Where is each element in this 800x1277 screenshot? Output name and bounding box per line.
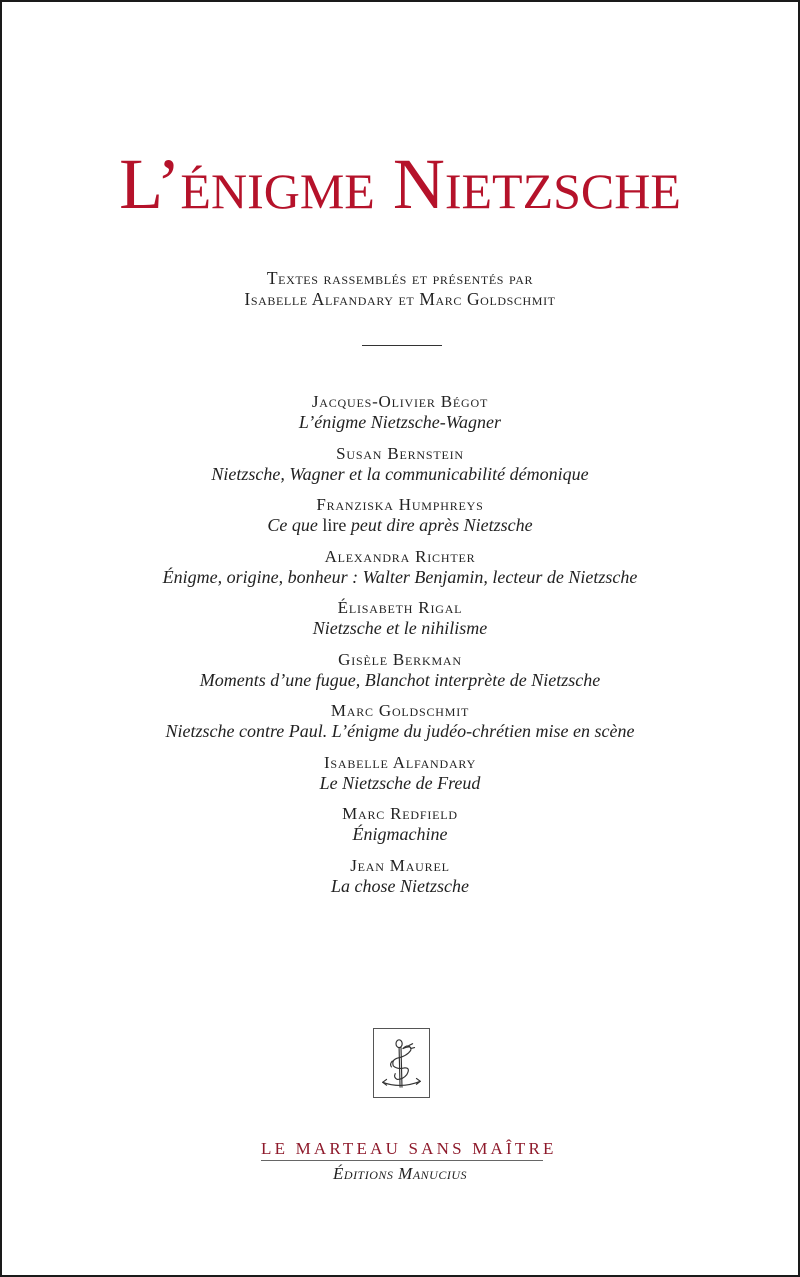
contributor-essay: La chose Nietzsche — [331, 875, 469, 896]
contributor-entry — [2, 547, 798, 599]
contributor-author: Jean Maurel — [350, 855, 450, 875]
contributor-author: Gisèle Berkman — [338, 649, 462, 669]
contributor-author: Susan Bernstein — [336, 443, 464, 463]
contributor-essay: Nietzsche contre Paul. L’énigme du judéo-chrétien mise en scène — [165, 721, 635, 741]
contributor-essay: Énigme, origine, bonheur : Walter Benjamin, lecteur de Nietzsche — [162, 566, 638, 587]
series-underline — [261, 1160, 543, 1161]
contributor-essay: Le Nietzsche de Freud — [319, 772, 481, 793]
editors-credit-line1: Textes rassemblés et présentés par — [266, 268, 534, 288]
contributor-author: Marc Redfield — [342, 804, 458, 823]
contributor-entry — [2, 701, 798, 753]
divider-rule — [362, 345, 442, 346]
contributor-entry — [2, 392, 798, 444]
contributor-essay: Moments d’une fugue, Blanchot interprète de Nietzsche — [199, 669, 601, 690]
book-title: L’énigme Nietzsche — [119, 144, 681, 224]
contributor-author: Isabelle Alfandary — [323, 752, 477, 772]
essay-part-italic: peut dire après Nietzsche — [350, 515, 533, 535]
publisher-logo — [373, 1028, 430, 1098]
editors-credit — [2, 268, 798, 310]
contributor-author: Franziska Humphreys — [316, 495, 484, 514]
contributor-author: Marc Goldschmit — [330, 701, 470, 720]
essay-part-italic: Ce que — [267, 515, 318, 535]
contributor-essay: Nietzsche, Wagner et la communicabilité démonique — [211, 463, 589, 484]
contributor-essay: Énigmachine — [352, 824, 448, 844]
contributor-entry — [2, 856, 798, 908]
contributor-essay — [2, 515, 798, 535]
contributor-essay: Nietzsche et le nihilisme — [312, 618, 488, 638]
contributor-entry — [2, 495, 798, 547]
anchor-dolphin-icon — [374, 1029, 429, 1097]
contributor-essay: L’énigme Nietzsche-Wagner — [298, 412, 502, 432]
contributor-author: Jacques-Olivier Bégot — [311, 392, 489, 411]
contributors-list — [2, 392, 798, 907]
contributor-entry — [2, 753, 798, 805]
contributor-entry — [2, 650, 798, 702]
contributor-entry — [2, 444, 798, 496]
series-name: LE MARTEAU SANS MAÎTRE — [261, 1139, 557, 1158]
contributor-author: Élisabeth Rigal — [337, 598, 463, 617]
publisher-name: Éditions Manucius — [333, 1164, 467, 1183]
contributor-author: Alexandra Richter — [324, 546, 476, 566]
contributor-entry — [2, 804, 798, 856]
editors-credit-line2: Isabelle Alfandary et Marc Goldschmit — [244, 289, 556, 309]
contributor-entry — [2, 598, 798, 650]
essay-part-roman: lire — [322, 515, 347, 535]
